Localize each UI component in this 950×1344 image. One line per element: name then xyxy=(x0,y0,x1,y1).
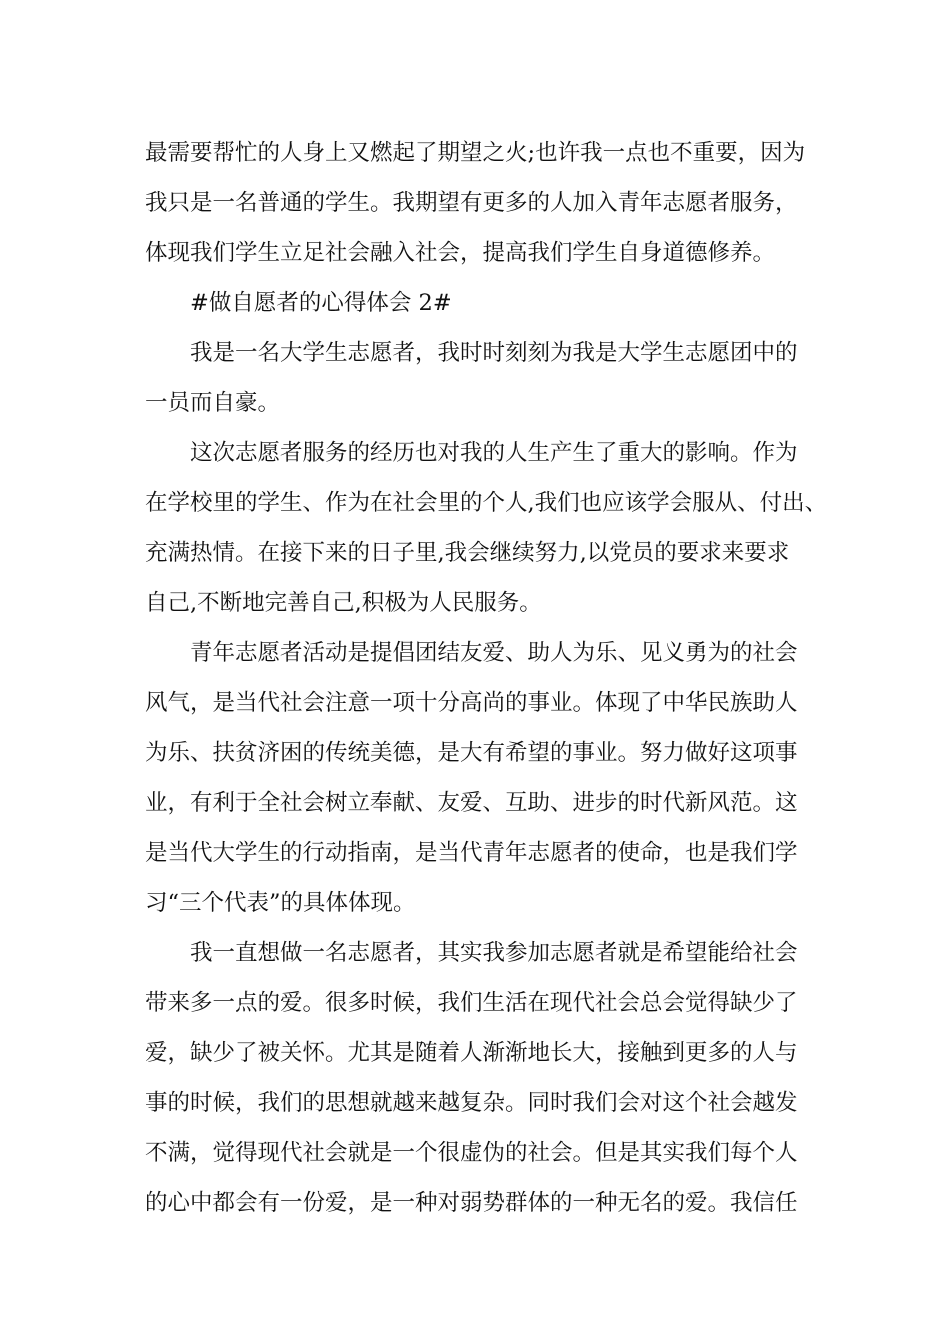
text-line: 青年志愿者活动是提倡团结友爱、助人为乐、见义勇为的社会 xyxy=(190,640,798,666)
text-line: 最需要帮忙的人身上又燃起了期望之火;也许我一点也不重要，因为 xyxy=(145,140,806,166)
text-line: 体现我们学生立足社会融入社会，提高我们学生自身道德修养。 xyxy=(145,240,776,266)
text-line: 带来多一点的爱。很多时候，我们生活在现代社会总会觉得缺少了 xyxy=(145,990,798,1016)
text-line: 的心中都会有一份爱，是一种对弱势群体的一种无名的爱。我信任 xyxy=(145,1190,798,1216)
section-heading: #做自愿者的心得体会 2# xyxy=(190,290,452,316)
text-line: 自己,不断地完善自己,积极为人民服务。 xyxy=(145,590,542,616)
text-line: 我只是一名普通的学生。我期望有更多的人加入青年志愿者服务， xyxy=(145,190,798,216)
text-line: 一员而自豪。 xyxy=(145,390,281,416)
text-line: 不满，觉得现代社会就是一个很虚伪的社会。但是其实我们每个人 xyxy=(145,1140,798,1166)
text-line: 事的时候，我们的思想就越来越复杂。同时我们会对这个社会越发 xyxy=(145,1090,798,1116)
text-line: 为乐、扶贫济困的传统美德，是大有希望的事业。努力做好这项事 xyxy=(145,740,798,766)
text-line: 我是一名大学生志愿者，我时时刻刻为我是大学生志愿团中的 xyxy=(190,340,798,366)
document-body xyxy=(145,128,828,1228)
text-line: 在学校里的学生、作为在社会里的个人,我们也应该学会服从、付出、 xyxy=(145,490,828,516)
text-line: 业，有利于全社会树立奉献、友爱、互助、进步的时代新风范。这 xyxy=(145,790,798,816)
text-line: 充满热情。在接下来的日子里,我会继续努力,以党员的要求来要求 xyxy=(145,540,790,566)
text-line: 爱，缺少了被关怀。尤其是随着人渐渐地长大，接触到更多的人与 xyxy=(145,1040,798,1066)
text-line: 习“三个代表”的具体体现。 xyxy=(145,890,416,916)
text-line: 是当代大学生的行动指南，是当代青年志愿者的使命，也是我们学 xyxy=(145,840,798,866)
text-line: 我一直想做一名志愿者，其实我参加志愿者就是希望能给社会 xyxy=(190,940,798,966)
text-line: 风气，是当代社会注意一项十分高尚的事业。体现了中华民族助人 xyxy=(145,690,798,716)
text-line: 这次志愿者服务的经历也对我的人生产生了重大的影响。作为 xyxy=(190,440,798,466)
